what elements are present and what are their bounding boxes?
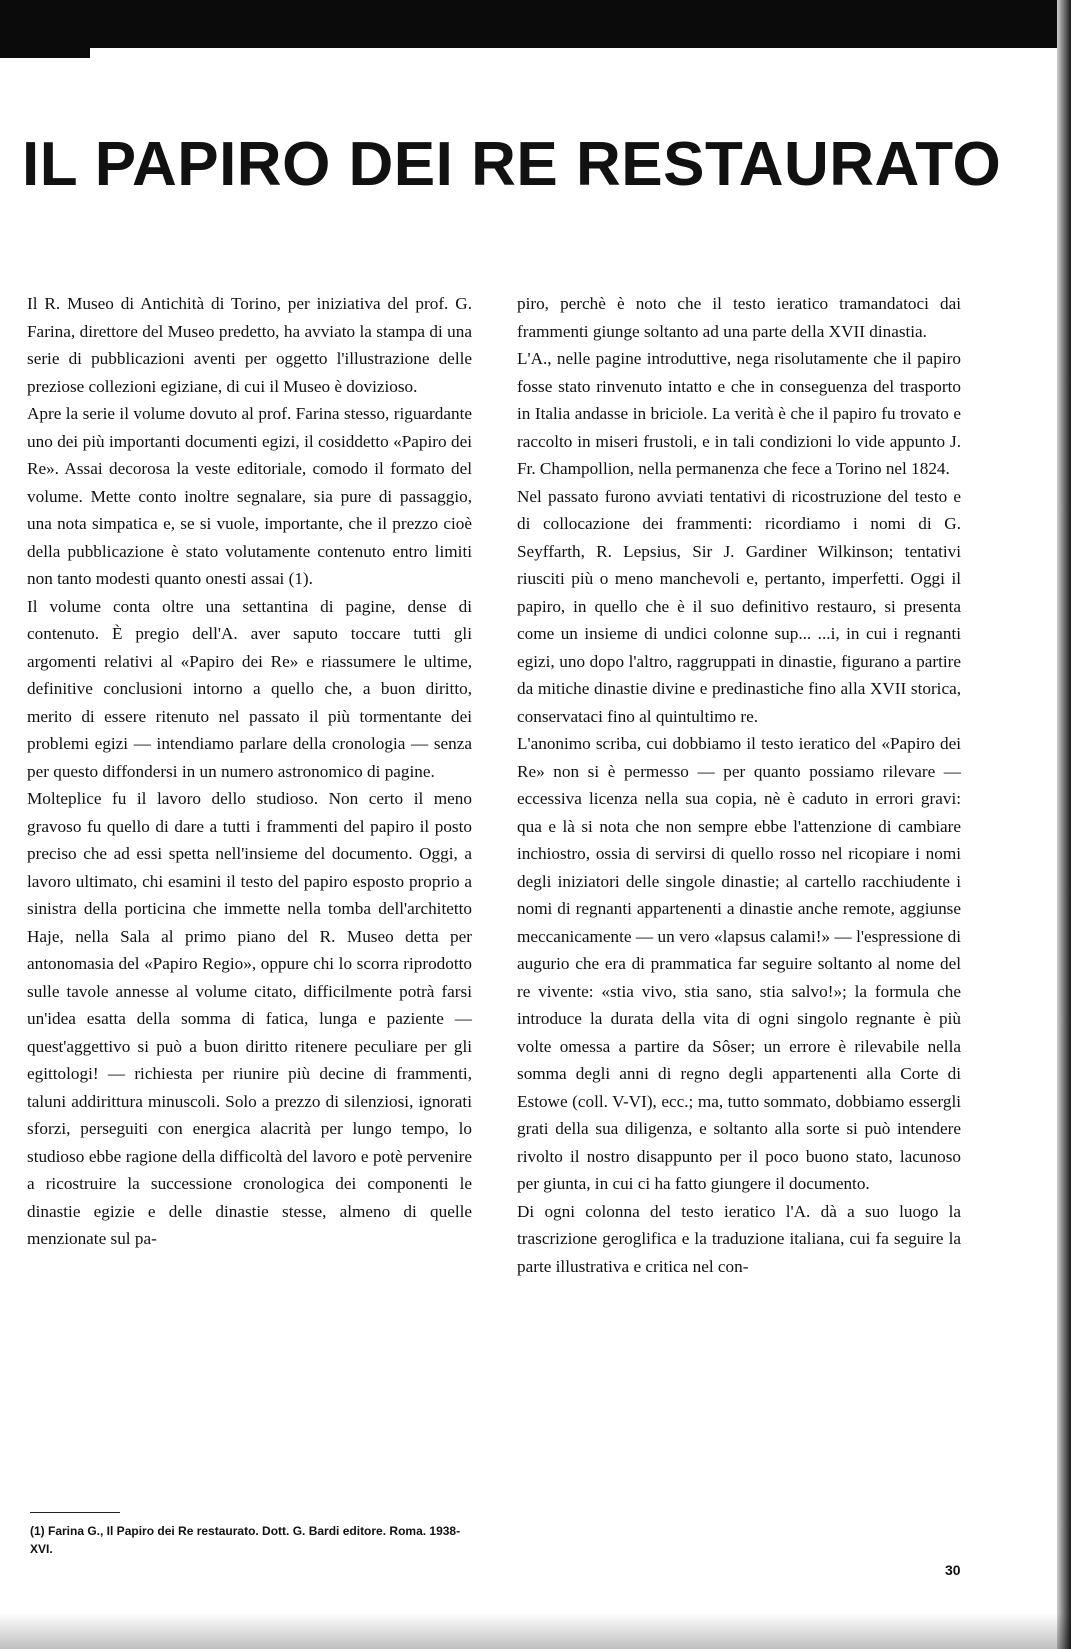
paragraph: L'anonimo scriba, cui dobbiamo il testo ieratico del «Papiro dei Re» non si è permesso — per quanto possiamo rilevare — eccessiva licenza nella sua copia, nè è caduto in errori gravi: qua e là si nota che non sempre ebbe l'attenzione di cambiare inchiostro, ossia di servirsi di quello rosso nel ricopiare i nomi degli iniziatori delle singole dinastie; al cartello racchiudente i nomi di regnanti appartenenti a dinastie anche remote, aggiunse meccanicamente — un vero «lapsus calami!» — l'espressione di augurio che era di prammatica far seguire soltanto al nome del re vivente: «stia vivo, stia sano, stia salvo!»; la formula che introduce la durata della vita di ogni singolo regnante è più volte omessa a partire da Sôser; un errore è rilevabile nella somma degli anni di regno degli appartenenti alla Corte di Estowe (coll. V-VI), ecc.; ma, tutto sommato, dobbiamo essergli grati della sua diligenza, e soltanto alla sorte si può intendere rivolto il nostro disappunto per il poco buono stato, lacunoso per giunta, in cui ci ha fatto giungere il documento. bbox=[517, 734, 961, 1193]
paragraph: Apre la serie il volume dovuto al prof. Farina stesso, riguardante uno dei più importanti documenti egizi, il cosiddetto «Papiro dei Re». Assai decorosa la veste editoriale, comodo il formato del volume. Mette conto inoltre segnalare, sia pure di passaggio, una nota simpatica e, se si vuole, importante, che il prezzo cioè della pubblicazione è stato volutamente contenuto entro limiti non tanto modesti quanto onesti assai (1). bbox=[27, 404, 472, 588]
footnote: (1) Farina G., Il Papiro dei Re restaurato. Dott. G. Bardi editore. Roma. 1938-XVI. bbox=[30, 1524, 461, 1556]
top-border-notch bbox=[0, 36, 90, 58]
page-number: 30 bbox=[945, 1562, 961, 1578]
footnote-divider bbox=[30, 1512, 120, 1513]
page-bottom-shadow bbox=[0, 1613, 1071, 1649]
right-column bbox=[517, 290, 961, 1280]
paragraph: Nel passato furono avviati tentativi di ricostruzione del testo e di collocazione dei frammenti: ricordiamo i nomi di G. Seyffarth, R. Lepsius, Sir J. Gardiner Wilkinson; tentativi riusciti più o meno manchevoli e, pertanto, imperfetti. Oggi il papiro, in quello che è il suo definitivo restauro, si presenta come un insieme di undici colonne sup... ...i, in cui i regnanti egizi, uno dopo l'altro, raggruppati in dinastie, figurano a partire da mitiche dinastie divine e predinastiche fino alla XVII storica, conservataci fino al quintultimo re. bbox=[517, 486, 961, 726]
paragraph: L'A., nelle pagine introduttive, nega risolutamente che il papiro fosse stato rinvenuto intatto e che in conseguenza del trasporto in Italia andasse in briciole. La verità è che il papiro fu trovato e raccolto in miseri frustoli, e in tali condizioni lo vide appunto J. Fr. Champollion, nella permanenza che fece a Torino nel 1824. bbox=[517, 349, 961, 478]
page-edge-shadow bbox=[1057, 0, 1071, 1649]
paragraph: Il volume conta oltre una settantina di pagine, dense di contenuto. È pregio dell'A. aver saputo toccare tutti gli argomenti relativi al «Papiro dei Re» e riassumere le ultime, definitive conclusioni intorno a quello che, a buon diritto, merito di essere ritenuto nel passato il più tormentante dei problemi egizi — intendiamo parlare della cronologia — senza per questo diffondersi in un numero astronomico di pagine. bbox=[27, 596, 472, 781]
paragraph: Di ogni colonna del testo ieratico l'A. dà a suo luogo la trascrizione geroglifica e la traduzione italiana, cui fa seguire la parte illustrativa e critica nel con- bbox=[517, 1201, 961, 1276]
article-title: IL PAPIRO DEI RE RESTAURATO bbox=[22, 129, 1002, 199]
top-black-border bbox=[0, 0, 1071, 48]
left-column bbox=[27, 290, 472, 1253]
paragraph: piro, perchè è noto che il testo ieratico tramandatoci dai frammenti giunge soltanto ad una parte della XVII dinastia. bbox=[517, 294, 961, 341]
paragraph: Il R. Museo di Antichità di Torino, per iniziativa del prof. G. Farina, direttore del Museo predetto, ha avviato la stampa di una serie di pubblicazioni aventi per oggetto l'illustrazione delle preziose collezioni egiziane, di cui il Museo è dovizioso. bbox=[27, 294, 472, 396]
paragraph: Molteplice fu il lavoro dello studioso. Non certo il meno gravoso fu quello di dare a tutti i frammenti del papiro il posto preciso che ad essi spetta nell'insieme del documento. Oggi, a lavoro ultimato, chi esamini il testo del papiro esposto proprio a sinistra della porticina che immette nella tomba dell'architetto Haje, nella Sala al primo piano del R. Museo detta per antonomasia del «Papiro Regio», oppure chi lo scorra riprodotto sulle tavole annesse al volume citato, difficilmente potrà farsi un'idea esatta della somma di fatica, lunga e paziente — quest'aggettivo si può a buon diritto ritenere peculiare per gli egittologi! — richiesta per riunire più decine di frammenti, taluni addirittura minuscoli. Solo a prezzo di silenziosi, ignorati sforzi, perseguiti con energica alacrità per lungo tempo, lo studioso ebbe ragione della difficoltà del lavoro e potè pervenire a ricostruire la successione cronologica dei componenti le dinastie egizie e delle dinastie stesse, almeno di quelle menzionate sul pa- bbox=[27, 789, 472, 1248]
